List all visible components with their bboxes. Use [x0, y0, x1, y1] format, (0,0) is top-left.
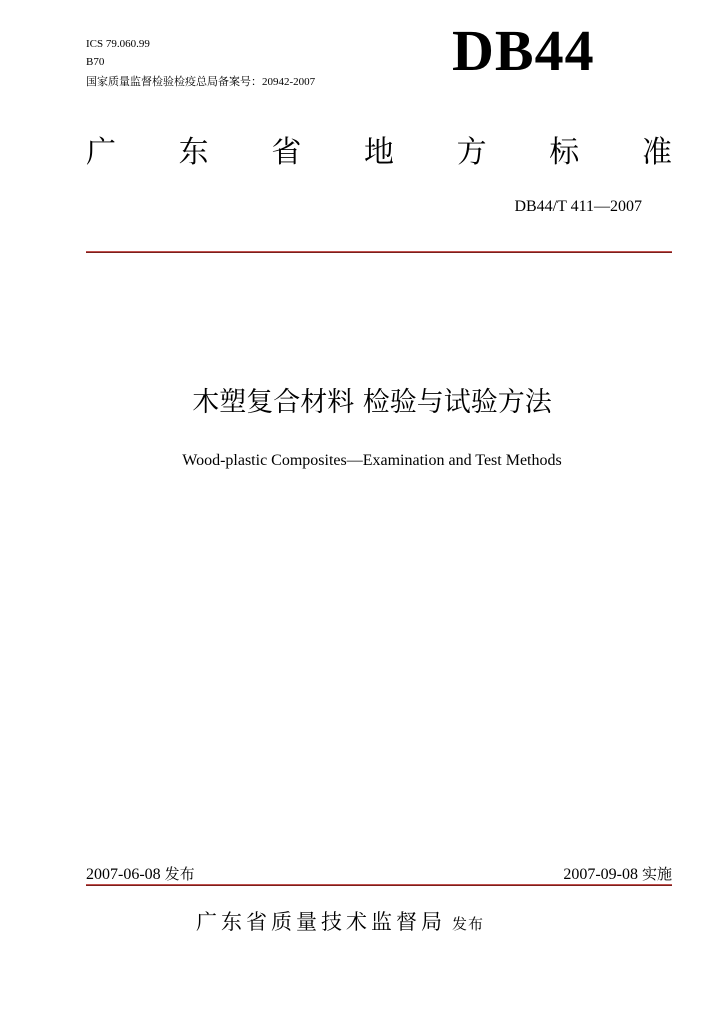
standard-type-char: 方 [456, 135, 487, 170]
standard-type-char: 省 [271, 135, 302, 170]
issuer-line [196, 906, 484, 936]
registration-line [86, 75, 315, 89]
standard-type-char: 东 [178, 135, 209, 170]
ccs-code: B70 [86, 56, 105, 68]
standard-number: DB44/T 411—2007 [514, 198, 642, 215]
implement-label: 实施 [641, 865, 672, 883]
standard-type-char: 准 [641, 135, 672, 170]
title-chinese: 木塑复合材料 检验与试验方法 [192, 387, 552, 418]
issue-date-line [86, 864, 195, 885]
registration-number: 20942-2007 [262, 76, 316, 88]
implement-date: 2007-09-08 [563, 866, 638, 883]
title-english: Wood-plastic Composites—Examination and Test Methods [182, 452, 562, 469]
standard-type-char: 标 [549, 135, 580, 170]
issue-date: 2007-06-08 [86, 866, 161, 883]
standard-type-char: 广 [86, 135, 116, 170]
standard-type-heading [86, 136, 672, 170]
issuer-action: 发布 [452, 915, 485, 933]
db44-logo: DB44 [452, 18, 595, 83]
registration-label: 国家质量监督检验检疫总局备案号： [86, 75, 262, 88]
top-divider [86, 251, 672, 253]
ics-code: ICS 79.060.99 [86, 38, 150, 50]
implement-date-line [563, 864, 672, 885]
standard-type-char: 地 [363, 135, 394, 170]
bottom-divider [86, 884, 672, 886]
issuer-name: 广东省质量技术监督局 [196, 910, 446, 934]
issue-label: 发布 [164, 865, 195, 883]
